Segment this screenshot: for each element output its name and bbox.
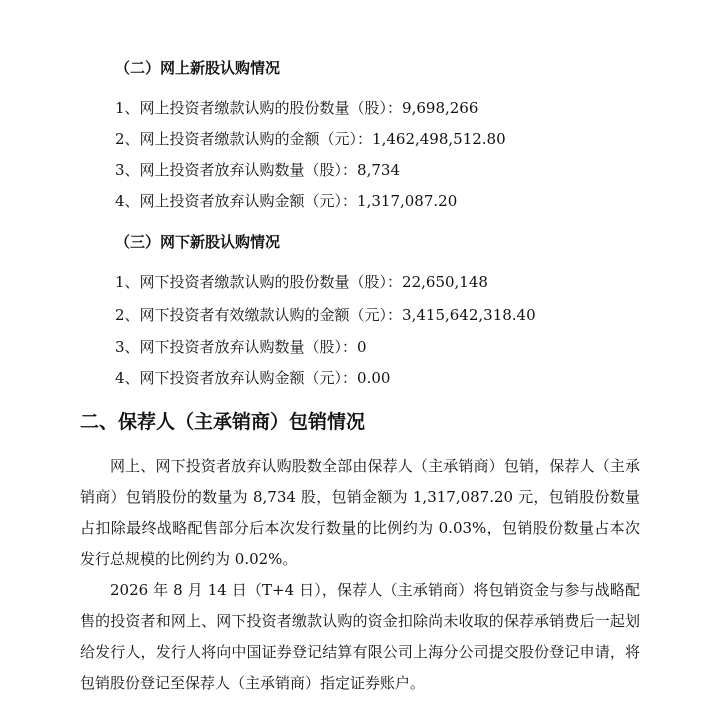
online-item-3: 3、网上投资者放弃认购数量（股）：8,734 xyxy=(115,161,400,179)
online-item-4: 4、网上投资者放弃认购金额（元）：1,317,087.20 xyxy=(115,192,458,210)
offline-item-4: 4、网下投资者放弃认购金额（元）：0.00 xyxy=(115,369,391,387)
underwriting-paragraph-2: 2026 年 8 月 14 日（T+4 日），保荐人（主承销商）将包销资金与参与战略配售的投资者和网上、网下投资者缴款认购的资金扣除尚未收取的保荐承销费后一起划给发行人，发行人将向中国证券登记结算有限公司上海分公司提交股份登记申请，将包销股份登记至保荐人（主承销商）指定证券账户。 xyxy=(80,581,640,692)
offline-item-3: 3、网下投资者放弃认购数量（股）：0 xyxy=(115,338,367,356)
online-subscription-heading: （二）网上新股认购情况 xyxy=(115,59,281,77)
offline-item-1: 1、网下投资者缴款认购的股份数量（股）：22,650,148 xyxy=(115,273,488,291)
underwriting-paragraph-1: 网上、网下投资者放弃认购股数全部由保荐人（主承销商）包销，保荐人（主承销商）包销股份的数量为 8,734 股，包销金额为 1,317,087.20 元，包销股份数量占扣除最终战略配售部分后本次发行数量的比例约为 0.03%，包销股份数量占本次发行总规模的比例约为 0.02%。 xyxy=(80,457,640,568)
online-item-2: 2、网上投资者缴款认购的金额（元）：1,462,498,512.80 xyxy=(115,130,506,148)
underwriting-section-heading: 二、保荐人（主承销商）包销情况 xyxy=(80,411,366,433)
offline-subscription-heading: （三）网下新股认购情况 xyxy=(115,233,281,251)
online-item-1: 1、网上投资者缴款认购的股份数量（股）：9,698,266 xyxy=(115,99,479,117)
offline-item-2: 2、网下投资者有效缴款认购的金额（元）：3,415,642,318.40 xyxy=(115,306,536,324)
